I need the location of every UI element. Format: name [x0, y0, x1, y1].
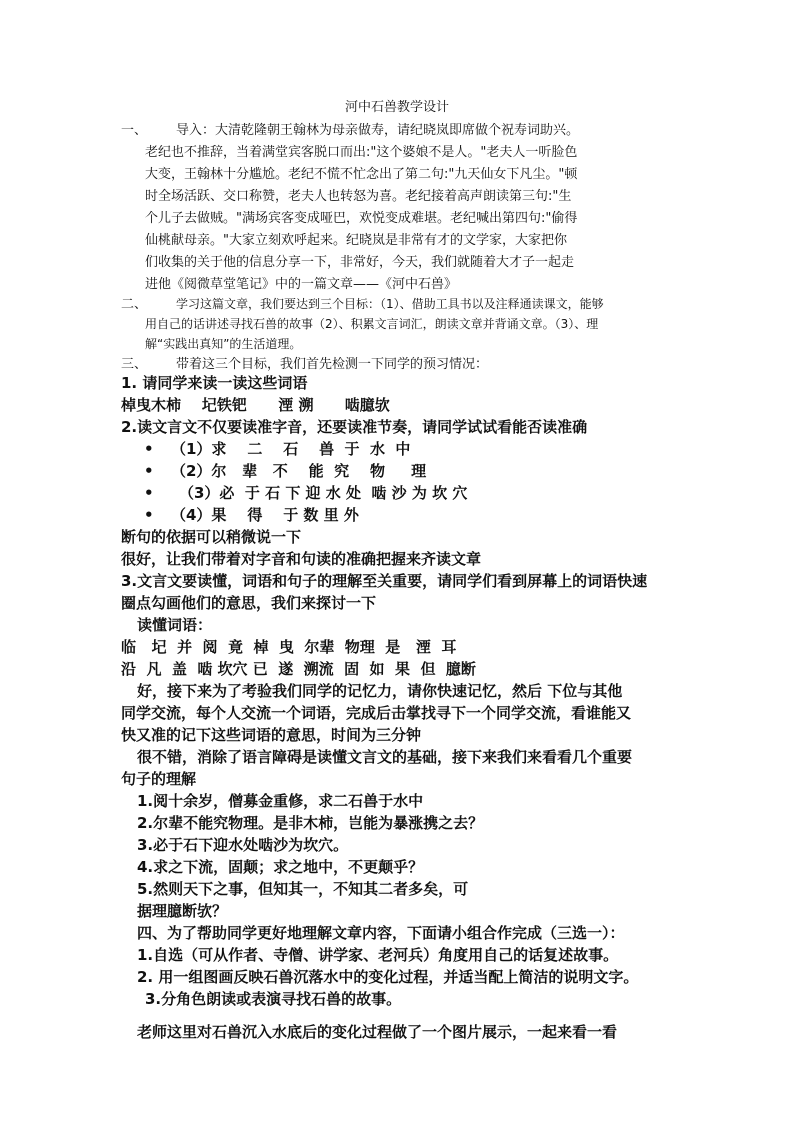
section-3b-line-2: 圈点勾画他们的意思，我们来探讨一下: [121, 594, 377, 612]
section-1-line-6: 仙桃献母亲。"大家立刻欢呼起来。纪晓岚是非常有才的文学家，大家把你: [145, 233, 567, 248]
section-1-line-1: 导入：大清乾隆朝王翰林为母亲做寿，请纪晓岚即席做个祝寿词助兴。: [176, 123, 580, 138]
closing-line: 老师这里对石兽沉入水底后的变化过程做了一个图片展示，一起来看一看: [137, 1023, 618, 1041]
rhythm-item-1: （1）求 二 石 兽 于 水 中: [171, 440, 411, 458]
note-1: 断句的依据可以稍微说一下: [121, 528, 302, 546]
section-1-line-8: 进他《阅微草堂笔记》中的一篇文章——《河中石兽》: [145, 277, 458, 292]
section-2-marker: 二、: [121, 297, 148, 312]
sentence-2: 2.尔辈不能究物理。是非木柿，岂能为暴涨携之去？: [137, 814, 484, 832]
doc-title: 河中石兽教学设计: [344, 100, 449, 115]
rhythm-item-3: （3）必 于 石 下 迎 水 处 啮 沙 为 坎 穴: [179, 484, 468, 502]
bullet: •: [144, 484, 154, 502]
section-3b-line-1: 3.文言文要读懂，词语和句子的理解至关重要，请同学们看到屏幕上的词语快速: [121, 572, 648, 590]
sentence-1: 1.阅十余岁，僧募金重修，求二石兽于水中: [137, 792, 424, 810]
section-1-line-4: 时全场活跃、交口称赞，老夫人也转怒为喜。老纪接着高声朗读第三句:"生: [145, 189, 572, 204]
section-3-marker: 三、: [121, 357, 148, 372]
section-1-marker: 一、: [121, 123, 148, 138]
section-1-line-5: 个儿子去做贼。"满场宾客变成哑巴，欢悦变成难堪。老纪喊出第四句:"偷得: [145, 211, 578, 226]
bullet: •: [144, 462, 154, 480]
section-2-line-3: 解“实践出真知”的生活道理。: [145, 337, 302, 351]
sentence-5: 5.然则天下之事，但知其一，不知其二者多矣，可: [137, 880, 469, 898]
option-2: 2. 用一组图画反映石兽沉落水中的变化过程，并适当配上简洁的说明文字。: [137, 968, 639, 986]
section-1-line-7: 们收集的关于他的信息分享一下，非常好，今天，我们就随着大才子一起走: [145, 255, 575, 270]
vocab-list-1: 临 圮 并 阅 竟 棹 曳 尔辈 物理 是 湮 耳: [121, 638, 457, 656]
bullet: •: [144, 440, 154, 458]
bullet: •: [144, 506, 154, 524]
memory-line-1: 好，接下来为了考验我们同学的记忆力，请你快速记忆，然后 下位与其他: [137, 682, 623, 700]
vocab-list-2: 沿 凡 盖 啮 坎穴 已 遂 溯流 固 如 果 但 臆断: [121, 660, 476, 678]
memory-line-3: 快又准的记下这些词语的意思，时间为三分钟: [121, 726, 422, 744]
read-words-list: 棹曳木柿 圮铁钯 湮 溯 啮臆欤: [121, 396, 390, 414]
note-2: 很好，让我们带着对字音和句读的准确把握来齐读文章: [121, 550, 482, 568]
section-2-line-2: 用自己的话讲述寻找石兽的故事（2）、积累文言词汇，朗读文章并背诵文章。（3）、理: [145, 317, 599, 331]
sentences-intro-1: 很不错，消除了语言障碍是读懂文言文的基础，接下来我们来看看几个重要: [137, 748, 633, 766]
rhythm-item-2: （2）尔 辈 不 能 究 物 理: [171, 462, 427, 480]
section-3-line: 带着这三个目标，我们首先检测一下同学的预习情况：: [176, 357, 489, 372]
read-words-heading: 1. 请同学来读一读这些词语: [121, 374, 308, 392]
section-1-line-3: 大变，王翰林十分尴尬。老纪不慌不忙念出了第二句:"九天仙女下凡尘。"顿: [145, 167, 578, 182]
rhythm-item-4: （4）果 得 于 数 里 外: [171, 506, 359, 524]
memory-line-2: 同学交流，每个人交流一个词语，完成后击掌找寻下一个同学交流，看谁能又: [121, 704, 632, 722]
section-1-line-2: 老纪也不推辞，当着满堂宾客脱口而出:"这个婆娘不是人。"老夫人一听脸色: [145, 145, 578, 160]
sentences-intro-2: 句子的理解: [121, 770, 197, 788]
option-3: 3.分角色朗读或表演寻找石兽的故事。: [145, 990, 402, 1008]
section-4-intro: 四、为了帮助同学更好地理解文章内容，下面请小组合作完成（三选一）：: [137, 924, 625, 942]
option-1: 1.自选（可从作者、寺僧、讲学家、老河兵）角度用自己的话复述故事。: [137, 946, 619, 964]
sentence-3: 3.必于石下迎水处啮沙为坎穴。: [137, 836, 349, 854]
section-2-line-1: 学习这篇文章，我们要达到三个目标：（1）、借助工具书以及注释通读课文，能够: [176, 297, 604, 311]
vocab-subheading: 读懂词语：: [137, 616, 213, 634]
rhythm-heading: 2.读文言文不仅要读准字音，还要读准节奏，请同学试试看能否读准确: [121, 418, 588, 436]
sentence-4: 4.求之下流，固颠；求之地中，不更颠乎？: [137, 858, 424, 876]
sentence-5-cont: 据理臆断欤？: [137, 902, 228, 920]
